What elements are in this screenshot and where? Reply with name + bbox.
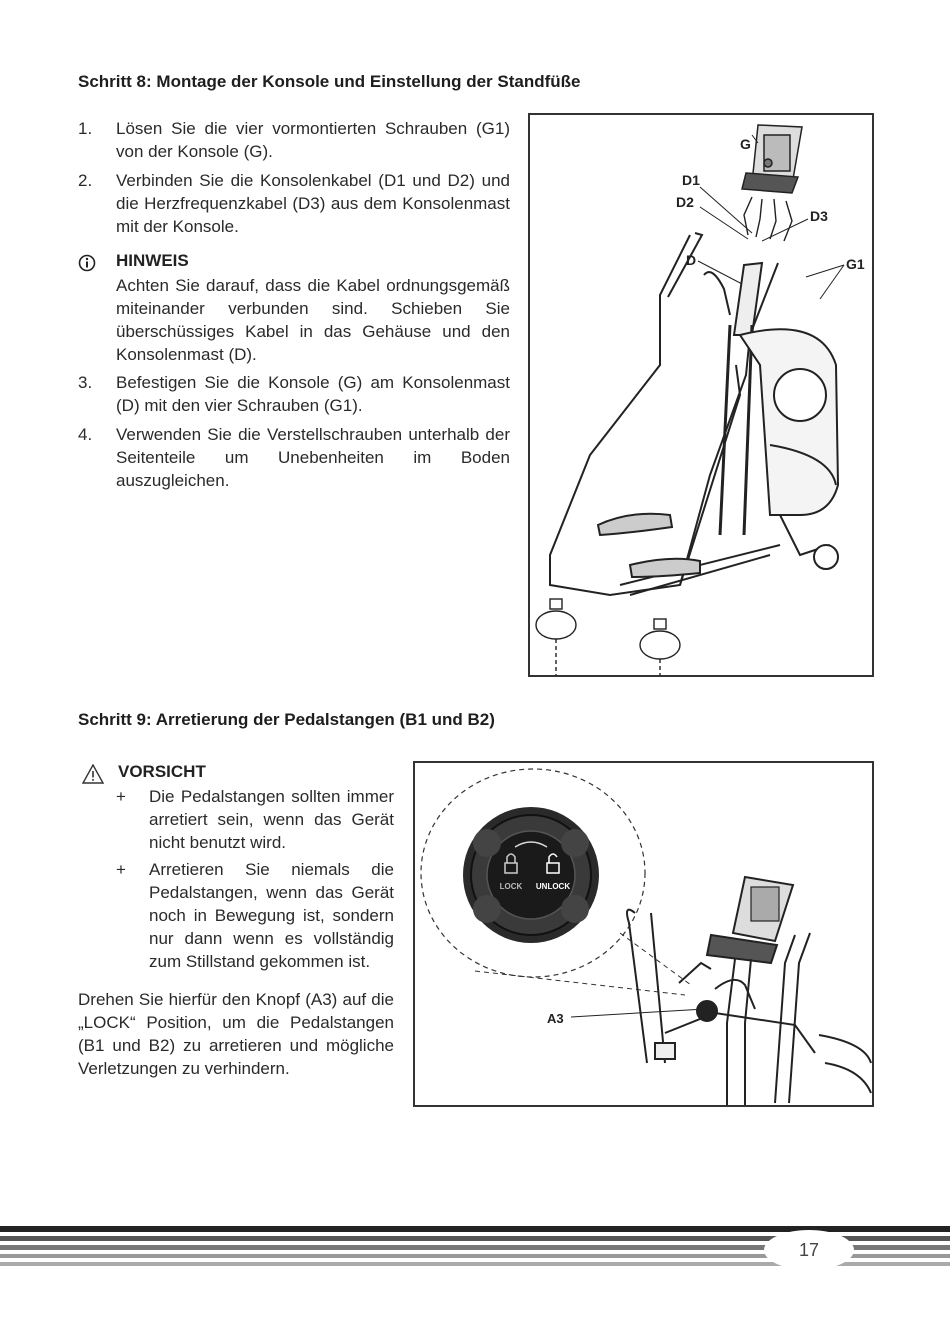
step8-item-2 <box>78 169 510 238</box>
caution-title: VORSICHT <box>118 762 206 781</box>
bullet-text: Die Pedalstangen sollten immer arretiert sein, wenn das Gerät nicht benutzt wird. <box>149 787 394 852</box>
lock-knob-illustration <box>463 807 599 943</box>
label-d1: D1 <box>682 172 700 188</box>
note-text: Achten Sie darauf, dass die Kabel ordnungsgemäß miteinander verbunden sind. Schieben Sie überschüssiges Kabel in das Gehäuse und den Konsolenmast (D). <box>116 276 510 364</box>
caution-bullet-2 <box>116 858 394 973</box>
step8-item-3 <box>78 371 510 417</box>
console-illustration <box>742 125 802 193</box>
item-text: Befestigen Sie die Konsole (G) am Konsolenmast (D) mit den vier Schrauben (G1). <box>116 373 510 415</box>
bullet-marker: + <box>116 787 126 806</box>
warning-icon <box>82 764 104 784</box>
unlock-text: UNLOCK <box>535 882 571 891</box>
page-number: 17 <box>764 1230 854 1270</box>
bullet-marker: + <box>116 860 126 879</box>
step9-heading-text: Arretierung der Pedalstangen (B1 und B2) <box>151 710 495 729</box>
caution-bullet-1 <box>116 785 394 854</box>
step8-item-1 <box>78 117 510 163</box>
elliptical-partial-illustration <box>627 877 871 1105</box>
step8-item-4 <box>78 423 510 492</box>
console-assembly-figure <box>528 113 874 677</box>
step8-heading-prefix: Schritt 8: <box>78 72 152 91</box>
label-g1: G1 <box>846 256 865 272</box>
lock-instruction-paragraph: Drehen Sie hierfür den Knopf (A3) auf die „LOCK“ Position, um die Pedalstangen (B1 und B2) zu arretieren und mögliche Verletzungen zu verhindern. <box>78 990 394 1078</box>
label-d3: D3 <box>810 208 828 224</box>
item-number: 4. <box>78 425 93 444</box>
elliptical-trainer-illustration <box>550 233 838 595</box>
info-icon <box>78 254 96 272</box>
note-title: HINWEIS <box>116 251 189 270</box>
label-g: G <box>740 136 751 152</box>
item-text: Lösen Sie die vier vormontierten Schrauben (G1) von der Konsole (G). <box>116 119 510 161</box>
item-text: Verbinden Sie die Konsolenkabel (D1 und D2) und die Herzfrequenzkabel (D3) aus dem Konsolenmast mit der Konsole. <box>116 171 510 236</box>
lock-knob-figure <box>413 761 874 1107</box>
step8-heading <box>78 72 580 92</box>
item-number: 1. <box>78 119 93 138</box>
adjustable-feet-illustration <box>536 599 680 675</box>
item-text: Verwenden Sie die Verstellschrauben unterhalb der Seitenteile um Unebenheiten im Boden auszugleichen. <box>116 425 510 490</box>
step9-heading-prefix: Schritt 9: <box>78 710 152 729</box>
label-a3: A3 <box>547 1011 564 1026</box>
label-d: D <box>686 252 697 268</box>
step8-heading-text: Montage der Konsole und Einstellung der Standfüße <box>151 72 581 91</box>
bullet-text: Arretieren Sie niemals die Pedalstangen, wenn das Gerät noch in Bewegung ist, sondern nur dann wenn es vollständig zum Stillstand gekommen ist. <box>149 860 394 971</box>
step9-heading <box>78 710 495 730</box>
label-d2: D2 <box>676 194 694 210</box>
item-number: 2. <box>78 171 93 190</box>
item-number: 3. <box>78 373 93 392</box>
lock-text: LOCK <box>499 882 523 891</box>
